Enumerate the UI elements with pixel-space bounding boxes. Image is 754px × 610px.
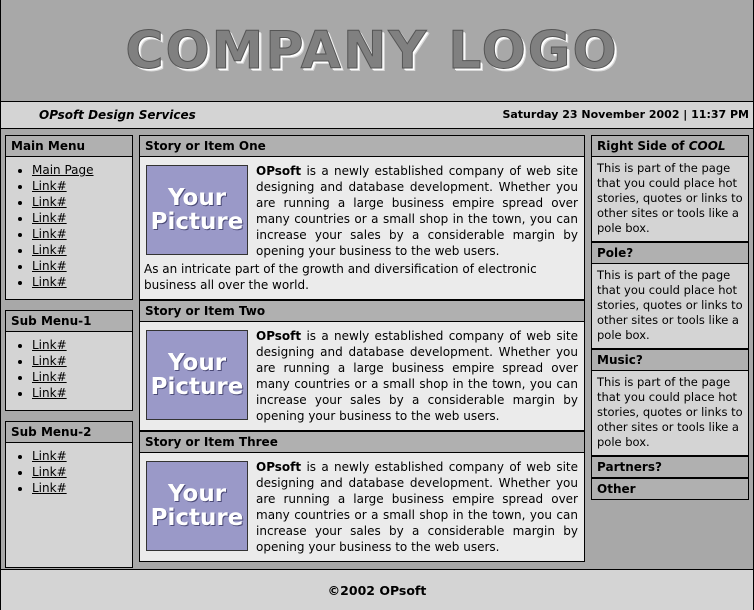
sidebar-link[interactable]: Link# — [32, 211, 67, 225]
story-two-body — [139, 322, 585, 431]
main-menu-block — [5, 135, 133, 300]
right-block-pole — [591, 242, 749, 349]
picture-label-line2: Picture — [150, 374, 244, 400]
sub-menu-2-title: Sub Menu-2 — [5, 421, 133, 443]
picture-label-line1: Your — [167, 350, 227, 376]
sidebar-link[interactable]: Link# — [32, 465, 67, 479]
sub-menu-1-panel — [5, 332, 133, 411]
main-menu-list — [6, 157, 132, 299]
sidebar-link[interactable]: Link# — [32, 243, 67, 257]
list-item[interactable] — [32, 481, 132, 496]
company-logo: COMPANY LOGO — [125, 20, 619, 81]
list-item[interactable] — [32, 195, 132, 210]
right-block-cool-title — [591, 135, 749, 157]
list-item[interactable] — [32, 243, 132, 258]
placeholder-picture — [146, 165, 248, 255]
picture-label-line1: Your — [167, 481, 227, 507]
date-time: Saturday 23 November 2002 | 11:37 PM — [502, 108, 749, 121]
sidebar-link[interactable]: Link# — [32, 370, 67, 384]
right-block-pole-text: This is part of the page that you could place hot stories, quotes or links to other sites or tools like a pole box. — [591, 264, 749, 349]
sub-header-bar — [1, 102, 753, 129]
story-one-title: Story or Item One — [139, 135, 585, 157]
sub-menu-1-block — [5, 310, 133, 411]
story-three-lead: OPsoft — [256, 460, 302, 474]
story-three-paragraph: is a newly established company of web site designing and database development. Whether you are running a large business empire spread over many countries or a small shop in the town, you can increase your sales by a considerable margin by opening your business to the web users. — [256, 460, 578, 554]
sub-menu-1-title: Sub Menu-1 — [5, 310, 133, 332]
list-item[interactable] — [32, 227, 132, 242]
sidebar-link[interactable]: Link# — [32, 338, 67, 352]
list-item[interactable] — [32, 386, 132, 401]
sidebar-link[interactable]: Link# — [32, 195, 67, 209]
list-item[interactable] — [32, 163, 132, 178]
sub-menu-2-block — [5, 421, 133, 568]
site-footer — [1, 569, 753, 610]
sidebar-link[interactable]: Link# — [32, 481, 67, 495]
left-sidebar — [5, 135, 133, 578]
list-item[interactable] — [32, 354, 132, 369]
list-item[interactable] — [32, 275, 132, 290]
right-block-partners — [591, 456, 749, 478]
placeholder-picture — [146, 461, 248, 551]
list-item[interactable] — [32, 465, 132, 480]
story-three — [139, 431, 585, 562]
story-two-title: Story or Item Two — [139, 300, 585, 322]
right-block-pole-title: Pole? — [591, 242, 749, 264]
list-item[interactable] — [32, 370, 132, 385]
main-menu-title: Main Menu — [5, 135, 133, 157]
picture-label-line2: Picture — [150, 209, 244, 235]
right-block-other — [591, 478, 749, 500]
sidebar-link[interactable]: Link# — [32, 354, 67, 368]
site-name: OPsoft Design Services — [39, 108, 196, 122]
sidebar-link[interactable]: Main Page — [32, 163, 94, 177]
list-item[interactable] — [32, 259, 132, 274]
story-one-paragraph: is a newly established company of web site designing and database development. Whether you are running a large business empire spread over many countries or a small shop in the town, you can increase your sales by a considerable margin by opening your business to the web users. — [256, 164, 578, 258]
right-block-music-text: This is part of the page that you could place hot stories, quotes or links to other sites or tools like a pole box. — [591, 371, 749, 456]
right-block-cool-text: This is part of the page that you could place hot stories, quotes or links to other sites or tools like a pole box. — [591, 157, 749, 242]
sidebar-link[interactable]: Link# — [32, 386, 67, 400]
sub-menu-1-list — [6, 332, 132, 410]
right-title-emphasis: COOL — [688, 139, 726, 153]
story-three-title: Story or Item Three — [139, 431, 585, 453]
right-title-text: Right Side of — [597, 139, 689, 153]
list-item[interactable] — [32, 179, 132, 194]
main-content — [1, 129, 753, 584]
site-header — [1, 0, 753, 102]
copyright-text: ©2002 OPsoft — [327, 582, 427, 598]
stories-column — [139, 135, 585, 562]
story-two-paragraph: is a newly established company of web site designing and database development. Whether you are running a large business empire spread over many countries or a small shop in the town, you can increase your sales by a considerable margin by opening your business to the web users. — [256, 329, 578, 423]
story-two-lead: OPsoft — [256, 329, 302, 343]
sub-menu-2-panel — [5, 443, 133, 568]
sidebar-link[interactable]: Link# — [32, 259, 67, 273]
sidebar-link[interactable]: Link# — [32, 179, 67, 193]
sub-menu-2-list — [6, 443, 132, 505]
story-one-lead: OPsoft — [256, 164, 302, 178]
list-item[interactable] — [32, 449, 132, 464]
right-block-music-title: Music? — [591, 349, 749, 371]
placeholder-picture — [146, 330, 248, 420]
story-three-body — [139, 453, 585, 562]
story-one-body — [139, 157, 585, 300]
story-one — [139, 135, 585, 300]
story-one-extra: As an intricate part of the growth and diversification of electronic business all over the world. — [144, 262, 537, 292]
picture-label-line2: Picture — [150, 505, 244, 531]
right-sidebar — [591, 135, 749, 500]
picture-label-line1: Your — [167, 185, 227, 211]
sidebar-link[interactable]: Link# — [32, 227, 67, 241]
right-block-cool — [591, 135, 749, 242]
main-menu-panel — [5, 157, 133, 300]
right-block-music — [591, 349, 749, 456]
list-item[interactable] — [32, 211, 132, 226]
sidebar-link[interactable]: Link# — [32, 449, 67, 463]
right-block-partners-title: Partners? — [591, 456, 749, 478]
story-two — [139, 300, 585, 431]
list-item[interactable] — [32, 338, 132, 353]
right-block-other-title: Other — [591, 478, 749, 500]
sidebar-link[interactable]: Link# — [32, 275, 67, 289]
